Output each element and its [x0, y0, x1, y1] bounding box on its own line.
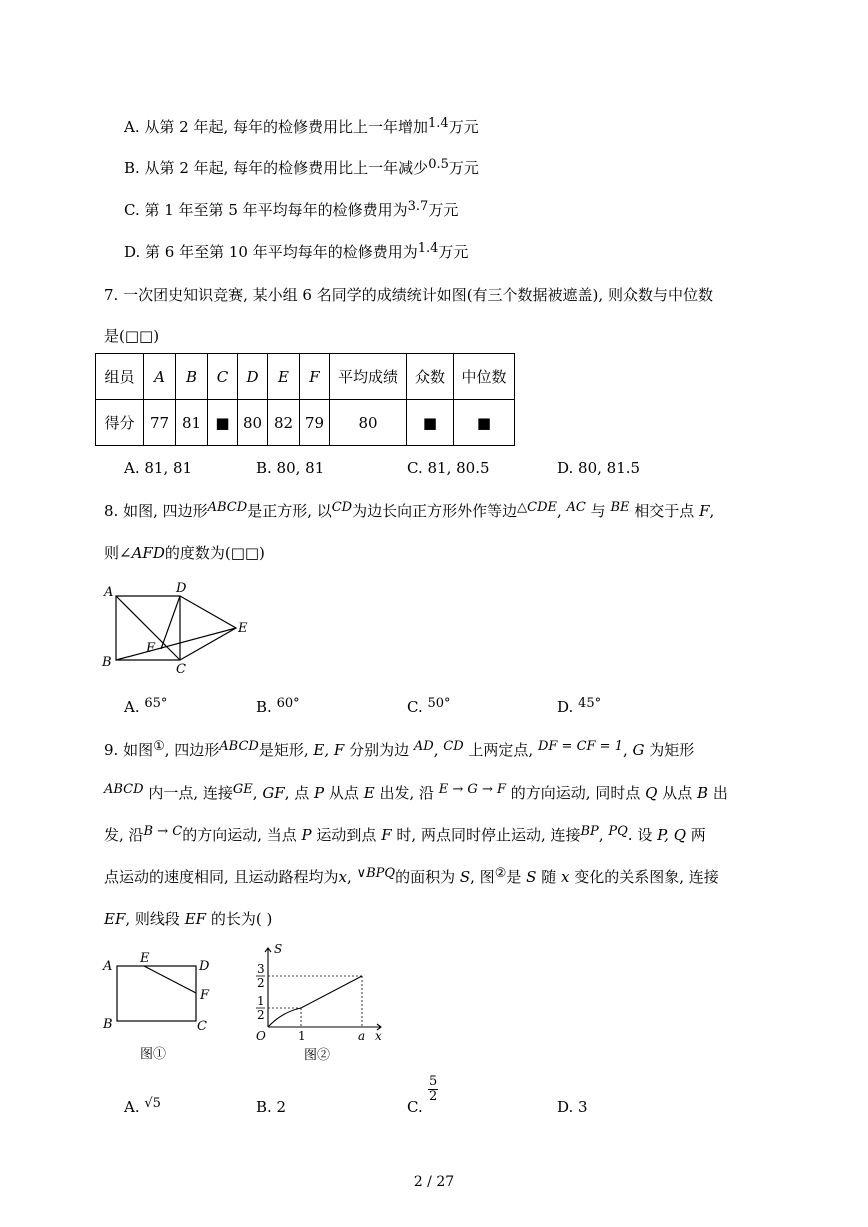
- label-b: B: [103, 1017, 113, 1032]
- tick-x-one: 1: [298, 1029, 306, 1043]
- text: 的方向运动, 同时点: [510, 784, 641, 802]
- q7-stem-line2: 是(□□): [104, 327, 160, 345]
- text: 的面积为: [395, 868, 456, 886]
- math: DF = CF = 1: [537, 739, 623, 754]
- triangle-cde-sides: [180, 596, 236, 660]
- text: 时, 两点同时停止运动, 连接: [396, 826, 581, 844]
- text: . 设: [627, 826, 653, 844]
- q9-stem-line1: [104, 739, 694, 760]
- label-d: D: [176, 581, 187, 596]
- math: B → C: [143, 824, 183, 839]
- math: CD: [331, 500, 353, 515]
- table-cell: 中位数: [454, 354, 515, 400]
- table-cell: 组员: [96, 354, 144, 400]
- table-cell: 众数: [407, 354, 454, 400]
- option-value: 50°: [427, 696, 451, 711]
- table-cell: B: [176, 354, 208, 400]
- math: P: [301, 826, 312, 844]
- text: ,: [556, 502, 562, 520]
- table-cell: A: [144, 354, 176, 400]
- math: P: [314, 784, 325, 802]
- denominator: 2: [429, 1089, 438, 1105]
- text: 运动到点: [316, 826, 377, 844]
- q6-option-c-unit: 万元: [428, 201, 459, 219]
- q7-option-b: B. 80, 81: [256, 459, 325, 477]
- text: ,: [347, 868, 352, 886]
- text: 则: [104, 544, 120, 562]
- text: 为边长向正方形外作等边: [352, 502, 518, 520]
- text: , 点: [284, 784, 310, 802]
- q9-stem-line5: [104, 908, 272, 929]
- figure-1-caption: 图①: [140, 1047, 167, 1062]
- text: 从点: [662, 784, 693, 802]
- table-cell: ■: [454, 400, 515, 446]
- label-c: C: [197, 1019, 207, 1034]
- line-df: [161, 596, 180, 649]
- tick-top-num: 3: [257, 962, 265, 976]
- option-value: 45°: [578, 696, 602, 711]
- text: 分别为边: [344, 741, 410, 759]
- table-cell: E: [268, 354, 300, 400]
- q9-figure-1-rectangle: [100, 950, 225, 1065]
- math: S: [459, 868, 471, 886]
- math: AC: [566, 500, 586, 515]
- rectangle-abcd: [117, 966, 196, 1021]
- option-label: B.: [256, 698, 272, 716]
- math: EF: [184, 910, 207, 928]
- table-cell: 81: [176, 400, 208, 446]
- text: 的长为( ): [210, 910, 273, 928]
- text: 变化的关系图象, 连接: [574, 868, 719, 886]
- math: E, F: [313, 741, 345, 759]
- text: 随: [541, 868, 557, 886]
- text: ,: [598, 826, 604, 844]
- text: 相交于点: [634, 502, 695, 520]
- axis-label-s: S: [274, 942, 283, 956]
- text: ,: [709, 502, 715, 520]
- math: ABCD: [219, 739, 259, 754]
- math: ①: [153, 739, 165, 754]
- option-label: A.: [124, 1098, 140, 1116]
- text: 的度数为(□□): [164, 544, 265, 562]
- math: GF: [262, 784, 285, 802]
- q8-square-figure: [98, 580, 258, 675]
- text: 是矩形,: [258, 741, 314, 759]
- tick-top-den: 2: [257, 976, 265, 990]
- fraction-five-halves: [428, 1075, 438, 1105]
- q6-option-d: [124, 241, 468, 262]
- q6-option-a-text: A. 从第 2 年起, 每年的检修费用比上一年增加: [124, 118, 428, 136]
- tick-low-num: 1: [257, 994, 265, 1008]
- text: 是正方形, 以: [247, 502, 332, 520]
- q9-stem-line3: [104, 824, 706, 845]
- label-a: A: [103, 959, 113, 974]
- q6-option-d-value: 1.4: [417, 241, 439, 256]
- table-cell: 得分: [96, 400, 144, 446]
- table-row: [96, 400, 515, 446]
- math: ∨BPQ: [356, 866, 396, 881]
- math: Q: [645, 784, 658, 802]
- q6-option-a: [124, 116, 479, 137]
- q6-option-b: [124, 157, 479, 178]
- text: 出: [712, 784, 728, 802]
- text: 的方向运动, 当点: [182, 826, 297, 844]
- math: ABCD: [207, 500, 248, 515]
- text: 出发, 沿: [379, 784, 434, 802]
- q7-option-d: D. 80, 81.5: [557, 459, 641, 477]
- math: PQ: [608, 824, 628, 839]
- option-label: C.: [407, 698, 423, 716]
- option-label: A.: [124, 698, 140, 716]
- table-cell: ■: [407, 400, 454, 446]
- q6-option-b-unit: 万元: [448, 159, 479, 177]
- label-e: E: [238, 621, 248, 636]
- text: 内一点, 连接: [148, 784, 233, 802]
- option-label: C.: [407, 1098, 423, 1116]
- label-a: A: [104, 585, 114, 600]
- option-value: 60°: [276, 696, 300, 711]
- table-cell: ■: [208, 400, 238, 446]
- math: △CDE: [517, 500, 557, 515]
- q7-option-c: C. 81, 80.5: [407, 459, 490, 477]
- math: BE: [610, 500, 630, 515]
- q6-option-d-text: D. 第 6 年至第 10 年平均每年的检修费用为: [124, 243, 418, 261]
- figure-2-caption: 图②: [304, 1048, 331, 1063]
- q6-option-b-text: B. 从第 2 年起, 每年的检修费用比上一年减少: [124, 159, 429, 177]
- label-f: F: [146, 641, 156, 656]
- text: 9. 如图: [104, 741, 154, 759]
- q9-option-a: [124, 1098, 161, 1116]
- graph-curve: [268, 976, 362, 1027]
- math: EF: [104, 910, 126, 928]
- table-cell: F: [300, 354, 330, 400]
- math: E: [363, 784, 375, 802]
- q8-option-b: [256, 698, 300, 716]
- math: F: [699, 502, 710, 520]
- math: P, Q: [657, 826, 686, 844]
- text: 为矩形: [644, 741, 695, 759]
- q8-option-a: [124, 698, 167, 716]
- text: , 四边形: [164, 741, 220, 759]
- text: , 则线段: [125, 910, 180, 928]
- option-value: 65°: [144, 696, 168, 711]
- table-cell: 80: [238, 400, 268, 446]
- q8-stem-line2: [104, 542, 265, 563]
- table-header-row: [96, 354, 515, 400]
- text: 8. 如图, 四边形: [104, 502, 208, 520]
- math: ②: [494, 866, 507, 881]
- math: ABCD: [104, 782, 144, 797]
- math: ∠AFD: [119, 544, 165, 562]
- page-number: 2 / 27: [413, 1174, 455, 1190]
- q9-stem-line2: [104, 782, 728, 803]
- q9-stem-line4: [104, 866, 719, 887]
- math: x: [561, 868, 570, 886]
- tick-x-a: a: [358, 1029, 366, 1043]
- label-f: F: [200, 988, 210, 1003]
- table-cell: 77: [144, 400, 176, 446]
- math: S: [526, 868, 537, 886]
- math: BP: [580, 824, 599, 839]
- math: AD: [413, 739, 434, 754]
- math: B: [697, 784, 709, 802]
- math: x: [338, 868, 348, 886]
- q6-option-c-value: 3.7: [407, 199, 429, 214]
- text: ,: [433, 741, 439, 759]
- text: 与: [590, 502, 606, 520]
- q7-option-a: A. 81, 81: [124, 459, 193, 477]
- q9-figure-2-graph: [248, 942, 398, 1065]
- math: GE: [232, 782, 253, 797]
- label-c: C: [176, 662, 186, 675]
- q6-option-a-value: 1.4: [428, 116, 449, 131]
- label-e: E: [140, 951, 150, 966]
- q8-stem-line1: [104, 500, 714, 521]
- table-cell: 平均成绩: [330, 354, 407, 400]
- q9-option-b: B. 2: [256, 1098, 287, 1116]
- text: 两: [690, 826, 706, 844]
- text: 是: [506, 868, 522, 886]
- option-value: √5: [144, 1096, 161, 1111]
- q6-option-b-value: 0.5: [428, 157, 449, 172]
- math: CD: [443, 739, 464, 754]
- table-cell: D: [238, 354, 268, 400]
- numerator: 5: [429, 1074, 438, 1089]
- text: 点运动的速度相同, 且运动路程均为: [104, 868, 339, 886]
- q7-score-table: [95, 353, 515, 446]
- text: , 图: [470, 868, 495, 886]
- math: E → G → F: [438, 782, 506, 797]
- q6-option-c: [124, 199, 458, 220]
- q6-option-c-text: C. 第 1 年至第 5 年平均每年的检修费用为: [124, 201, 408, 219]
- label-b: B: [102, 655, 112, 670]
- tick-low-den: 2: [257, 1008, 265, 1022]
- math: F: [381, 826, 392, 844]
- axis-label-x: x: [375, 1029, 382, 1043]
- text: 从点: [328, 784, 359, 802]
- option-label: D.: [557, 698, 574, 716]
- math: G: [632, 741, 645, 759]
- q8-option-d: [557, 698, 601, 716]
- text: 发, 沿: [104, 826, 144, 844]
- segment-ef: [144, 966, 196, 993]
- table-cell: C: [208, 354, 238, 400]
- table-cell: 79: [300, 400, 330, 446]
- q9-option-d: D. 3: [557, 1098, 588, 1116]
- q6-option-d-unit: 万元: [438, 243, 469, 261]
- text: ,: [252, 784, 258, 802]
- origin-label: O: [256, 1029, 266, 1043]
- q7-stem-line1: 7. 一次团史知识竞赛, 某小组 6 名同学的成绩统计如图(有三个数据被遮盖), 则众数与中位数: [104, 286, 713, 304]
- label-d: D: [199, 959, 210, 974]
- table-cell: 80: [330, 400, 407, 446]
- q8-option-c: [407, 698, 451, 716]
- text: 上两定点,: [468, 741, 534, 759]
- q6-option-a-unit: 万元: [448, 118, 479, 136]
- table-cell: 82: [268, 400, 300, 446]
- text: ,: [622, 741, 628, 759]
